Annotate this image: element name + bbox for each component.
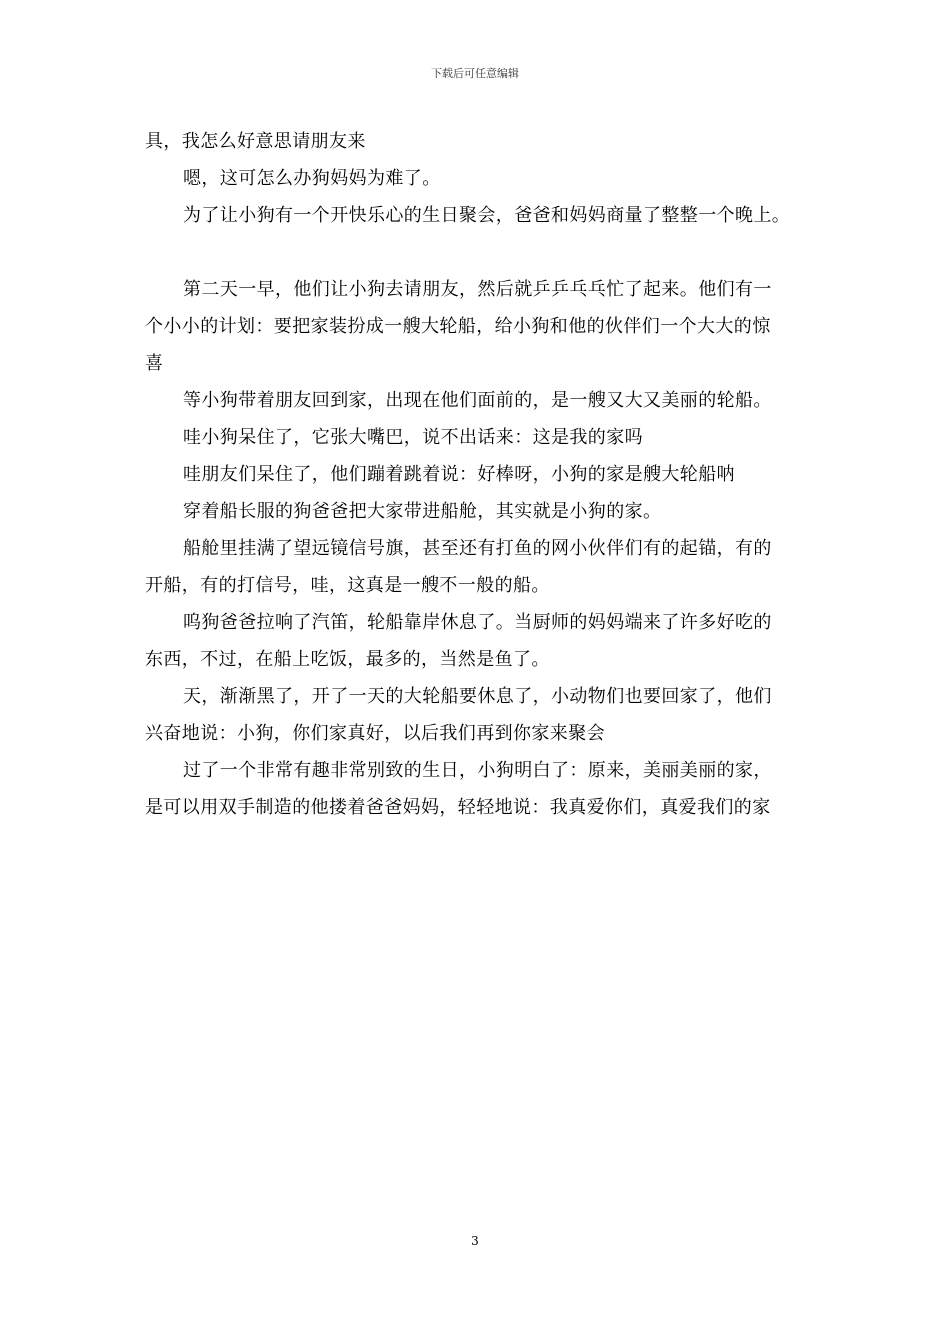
text-line: 等小狗带着朋友回到家，出现在他们面前的，是一艘又大又美丽的轮船。 — [183, 390, 772, 411]
text-line: 嗯，这可怎么办狗妈妈为难了。 — [183, 168, 441, 189]
document-body — [145, 123, 817, 826]
text-line: 个小小的计划：要把家装扮成一艘大轮船，给小狗和他的伙伴们一个大大的惊 — [145, 316, 771, 337]
text-line: 为了让小狗有一个开快乐心的生日聚会，爸爸和妈妈商量了整整一个晚上。 — [183, 205, 791, 226]
text-line: 呜狗爸爸拉响了汽笛，轮船靠岸休息了。当厨师的妈妈端来了许多好吃的 — [183, 612, 772, 633]
text-line: 船舱里挂满了望远镜信号旗，甚至还有打鱼的网小伙伴们有的起锚，有的 — [183, 538, 772, 559]
text-line: 是可以用双手制造的他搂着爸爸妈妈，轻轻地说：我真爱你们，真爱我们的家 — [145, 797, 771, 818]
text-line: 第二天一早，他们让小狗去请朋友，然后就乒乒乓乓忙了起来。他们有一 — [183, 279, 772, 300]
text-line: 哇小狗呆住了，它张大嘴巴，说不出话来：这是我的家吗 — [183, 427, 643, 448]
text-line: 开船，有的打信号，哇，这真是一艘不一般的船。 — [145, 575, 550, 596]
text-line: 具，我怎么好意思请朋友来 — [145, 131, 366, 152]
text-line: 东西，不过，在船上吃饭，最多的，当然是鱼了。 — [145, 649, 550, 670]
text-line: 哇朋友们呆住了，他们蹦着跳着说：好棒呀，小狗的家是艘大轮船呐 — [183, 464, 735, 485]
text-line: 过了一个非常有趣非常别致的生日，小狗明白了：原来，美丽美丽的家， — [183, 760, 772, 781]
text-line: 天，渐渐黑了，开了一天的大轮船要休息了，小动物们也要回家了，他们 — [183, 686, 772, 707]
page-header: 下载后可任意编辑 — [431, 67, 519, 80]
text-line: 兴奋地说：小狗，你们家真好，以后我们再到你家来聚会 — [145, 723, 605, 744]
text-line: 喜 — [145, 353, 164, 374]
page-number: 3 — [471, 1234, 479, 1248]
paragraph-gap — [145, 234, 817, 271]
text-line: 穿着船长服的狗爸爸把大家带进船舱，其实就是小狗的家。 — [183, 501, 662, 522]
